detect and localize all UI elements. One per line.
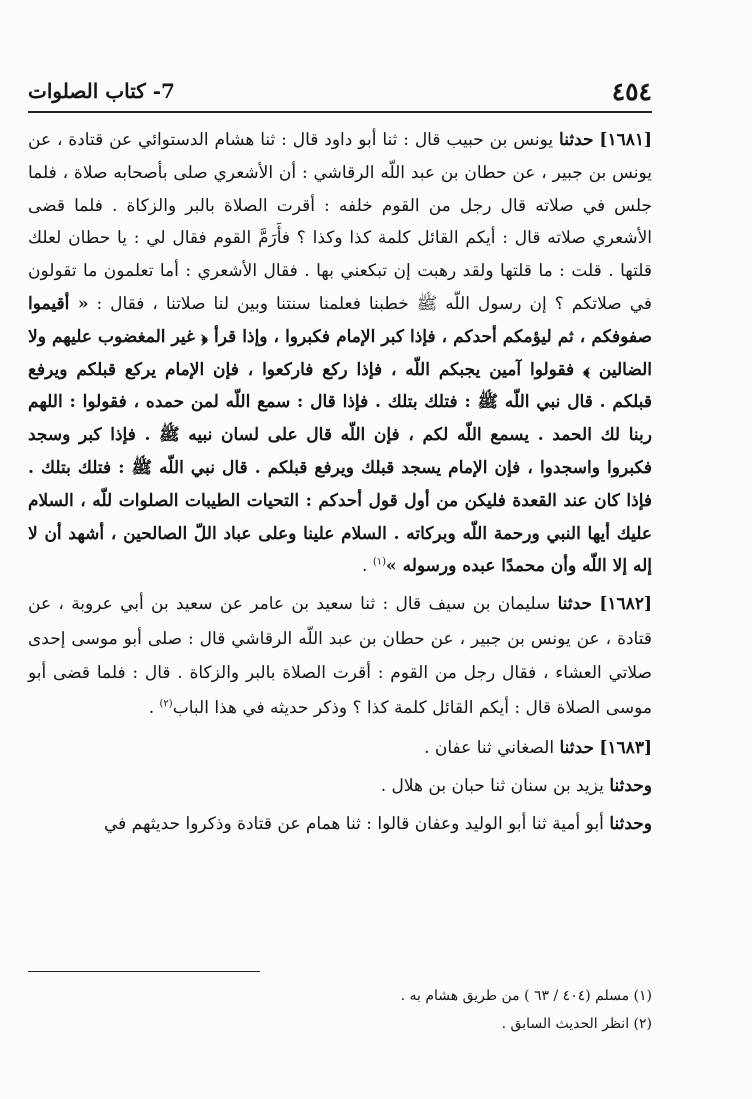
hadith-paragraph: [28, 587, 652, 725]
hadith-lead-word: وحدثنا: [609, 776, 652, 797]
hadith-end: .: [148, 697, 160, 718]
hadith-1681: [28, 124, 652, 583]
footnote-divider: [28, 971, 260, 972]
hadith-lead-word: حدثنا: [559, 130, 594, 150]
footnote-2: (٢) انظر الحديث السابق .: [501, 1016, 652, 1032]
hadith-text: سليمان بن سيف قال : ثنا سعيد بن عامر عن سعيد بن أبي عروبة ، عن قتادة ، عن يونس بن جبير ، عن حطان بن عبد اللّه الرقاشي قال : صلى أبو موسى إحدى صلاتي العشاء ، فقال رجل من القوم : أقرت الصلاة بالبر والزكاة . قال : فلما قضى أبو موسى الصلاة قال : أيكم القائل كلمة كذا ؟ وذكر حديثه في هذا الباب: [28, 594, 652, 718]
hadith-line: [28, 767, 652, 805]
hadith-number: [١٦٨٣]: [599, 738, 652, 759]
header-divider: [28, 111, 652, 113]
hadith-1682: [28, 587, 652, 725]
hadith-line: [28, 729, 652, 767]
hadith-1683: [28, 729, 652, 843]
hadith-end: .: [362, 556, 373, 577]
page-body: [28, 124, 652, 847]
page-header: [28, 74, 652, 108]
footnotes: [28, 982, 652, 1038]
footnote-ref: (١): [372, 556, 387, 568]
hadith-text: يزيد بن سنان ثنا حبان بن هلال .: [380, 776, 604, 797]
hadith-text: يونس بن حبيب قال : ثنا أبو داود قال : ثنا هشام الدستوائي عن قتادة ، عن يونس بن جبير ، عن حطان بن عبد اللّه الرقاشي : أن الأشعري صلى بأصحابه صلاة ، فلما جلس في صلاته قال رجل من القوم خلفه : أقرت الصلاة بالبر والزكاة . فلما قضى الأشعري صلاته قال : أيكم القائل كلمة كذا وكذا ؟ فأَرَمَّ القوم فقال لي : يا حطان لعلك قلتها . قلت : ما قلتها ولقد رهبت إن تبكعني بها . فقال الأشعري : أما تعلمون ما تقولون في صلاتكم ؟ إن رسول اللّه ﷺ خطبنا فعلمنا سنتنا وبين لنا صلاتنا ، فقال :: [28, 130, 653, 314]
page-number: ٤٥٤: [611, 76, 652, 106]
hadith-number: [١٦٨١]: [599, 130, 653, 150]
hadith-lead-word: حدثنا: [557, 594, 593, 615]
hadith-text: الصغاني ثنا عفان .: [424, 738, 555, 759]
hadith-lead-word: حدثنا: [559, 738, 594, 759]
hadith-lead-word: وحدثنا: [609, 814, 652, 835]
chapter-title: 7- كتاب الصلوات: [28, 79, 175, 103]
hadith-matn-bold: « أقيموا صفوفكم ، ثم ليؤمكم أحدكم ، فإذا كبر الإمام فكبروا ، وإذا قرأ ﴿ غير المغضوب عليهم ولا الضالين ﴾ فقولوا آمين يجبكم اللّه ، فإذا ركع فاركعوا ، فإن الإمام يركع قبلكم ويرفع قبلكم . قال نبي اللّه ﷺ : فتلك بتلك . فإذا قال : سمع اللّه لمن حمده ، فقولوا : اللهم ربنا لك الحمد . يسمع اللّه لكم ، فإن اللّه قال على لسان نبيه ﷺ . فإذا كبر وسجد فكبروا واسجدوا ، فإن الإمام يسجد قبلك ويرفع قبلكم . قال نبي اللّه ﷺ : فتلك بتلك . فإذا كان عند القعدة فليكن من أول قول أحدكم : التحيات الطيبات الصلوات للّه ، السلام عليك أيها النبي ورحمة اللّه وبركاته . السلام علينا وعلى عباد اللّ الصالحين ، أشهد أن لا إله إلا اللّه وأن محمدًا عبده ورسوله »: [28, 293, 652, 577]
footnote-1: (١) مسلم (٤٠٤ / ٦٣ ) من طريق هشام به .: [400, 988, 652, 1004]
hadith-paragraph: [28, 124, 652, 583]
hadith-number: [١٦٨٢]: [599, 594, 652, 615]
hadith-text: أبو أمية ثنا أبو الوليد وعفان قالوا : ثنا همام عن قتادة وذكروا حديثهم في: [103, 814, 604, 835]
footnote-ref: (٢): [159, 698, 173, 709]
hadith-line: [28, 805, 652, 843]
